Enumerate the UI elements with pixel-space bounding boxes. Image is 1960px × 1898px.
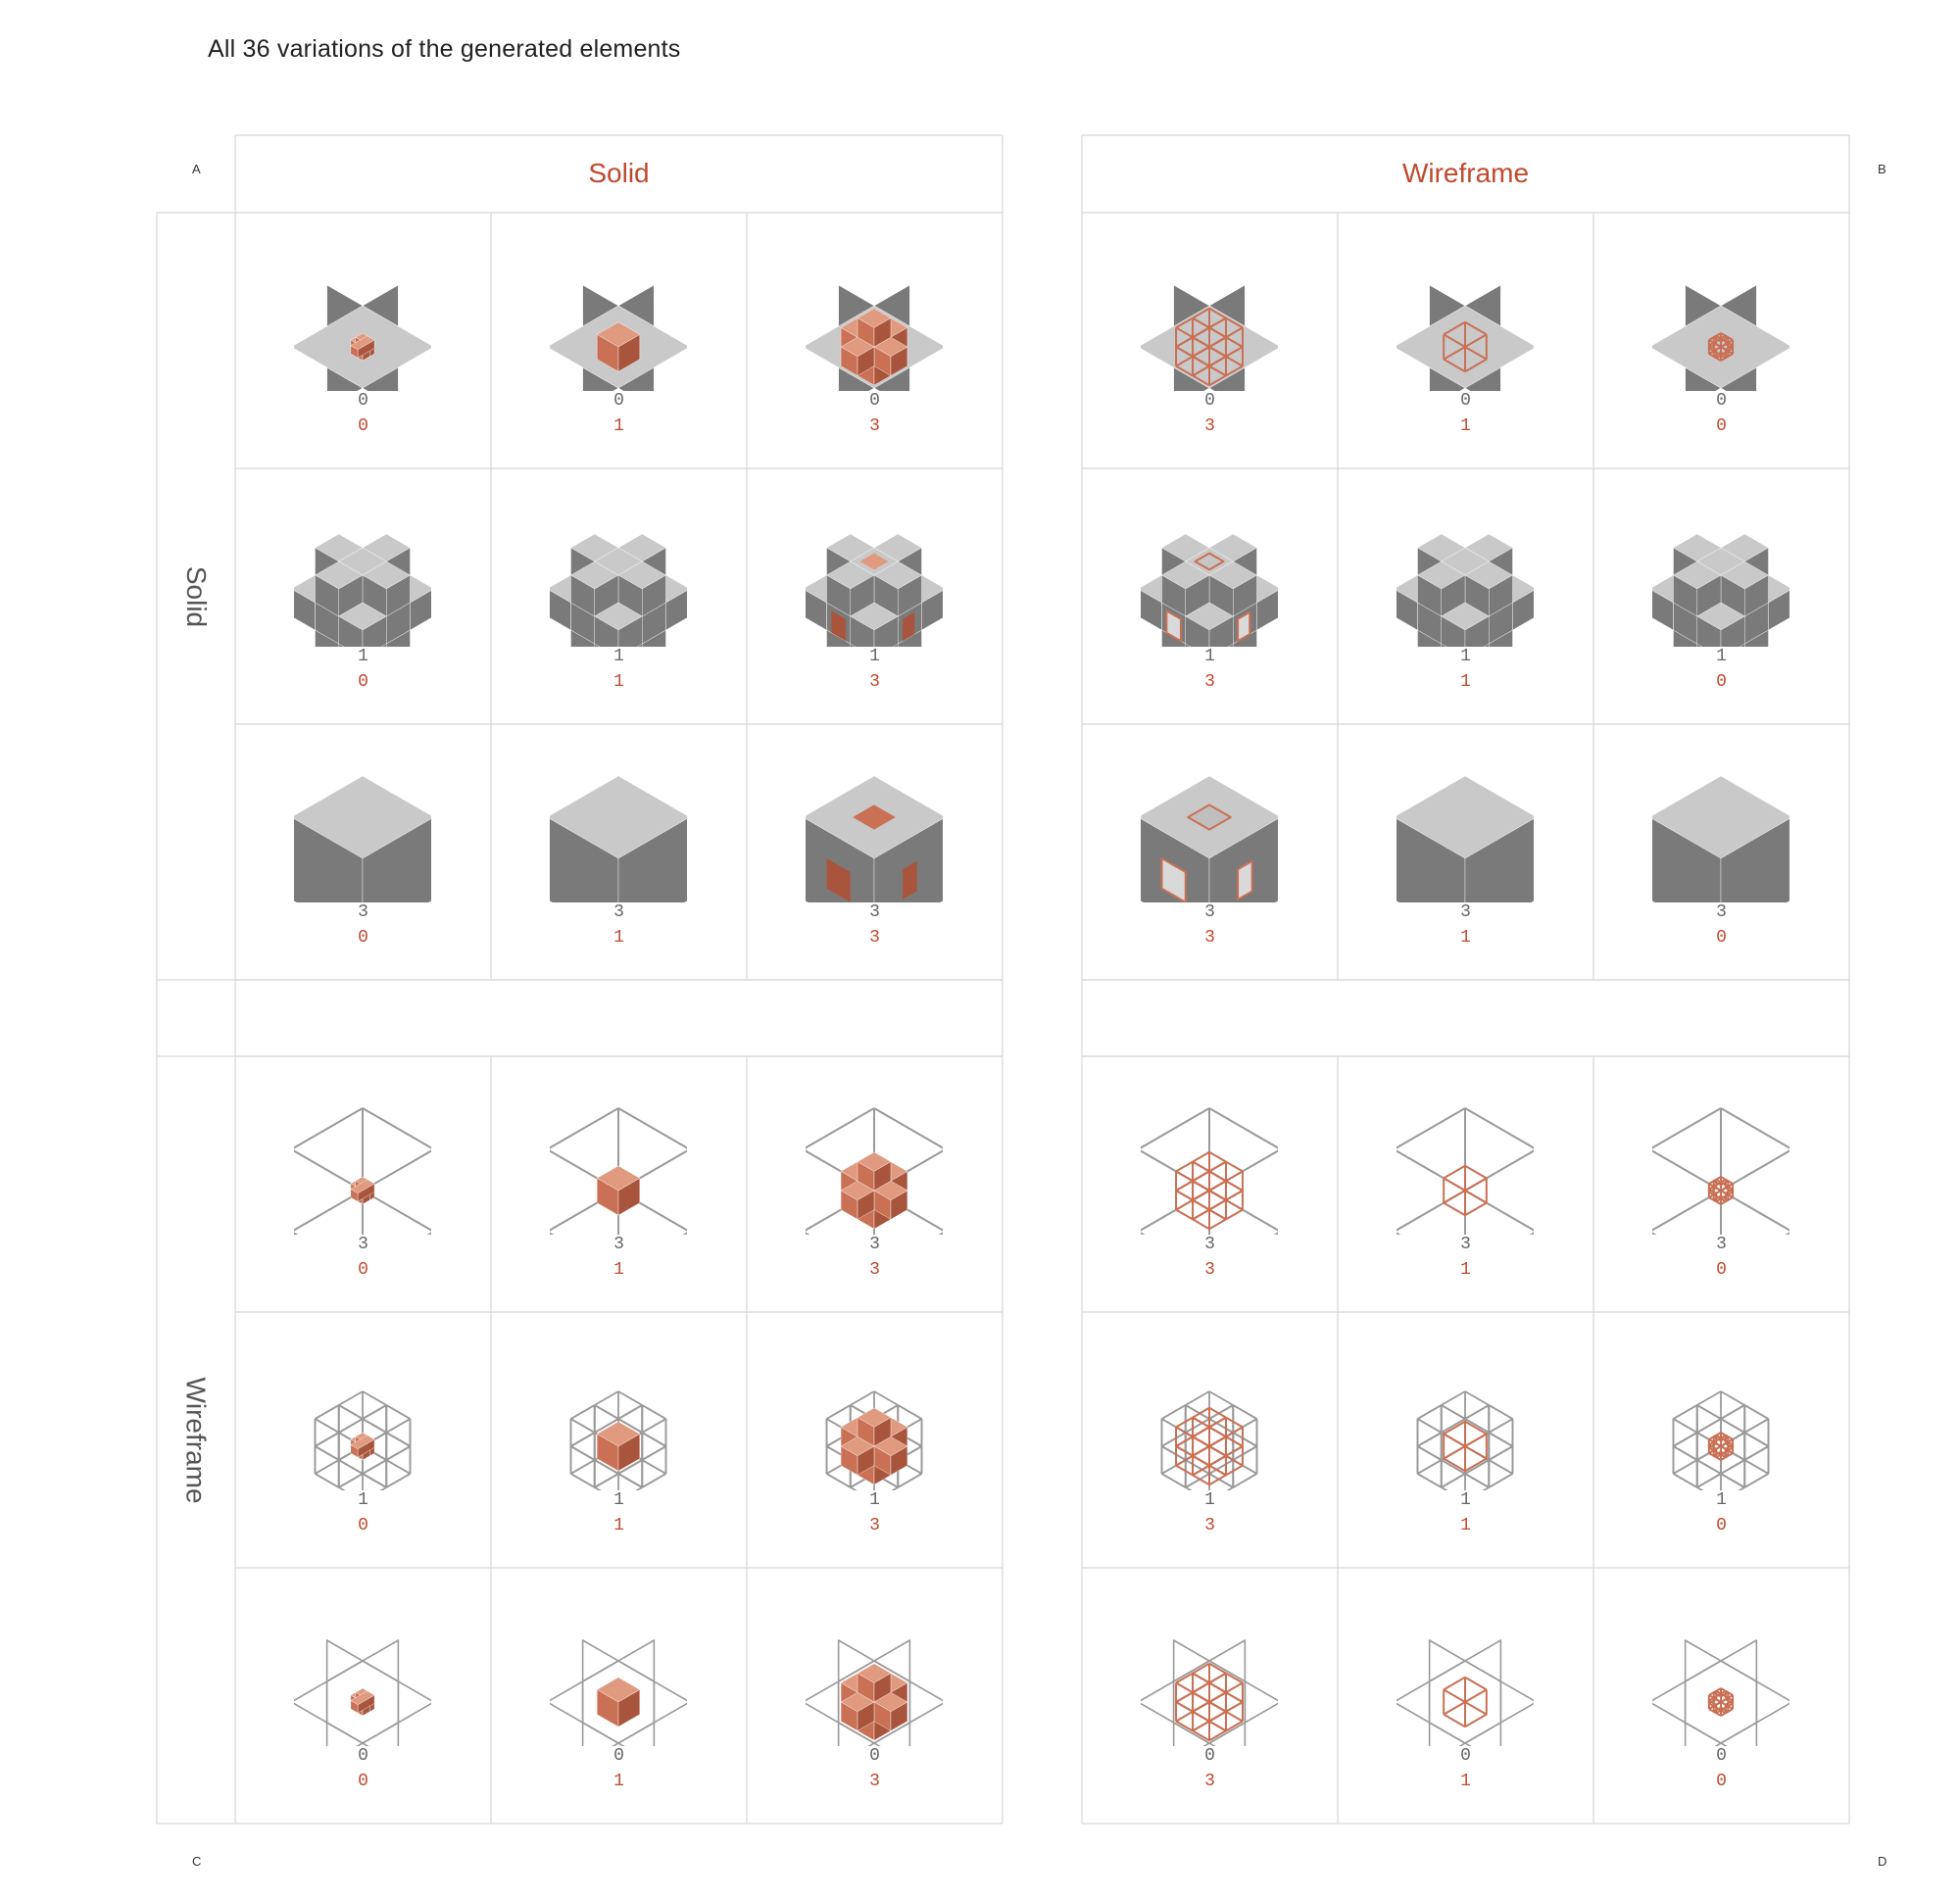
- column-header-solid: Solid: [588, 158, 650, 188]
- element-illustration: [1652, 254, 1789, 391]
- variation-cell: [1593, 1312, 1849, 1568]
- variation-value-bottom: 1: [613, 1772, 624, 1791]
- variation-value-top: 1: [358, 647, 368, 666]
- row-header-solid-text: Solid: [180, 565, 212, 627]
- variation-value-top: 1: [1460, 647, 1471, 666]
- variation-value-top: 3: [1204, 1235, 1215, 1254]
- variation-cell: [747, 1568, 1003, 1824]
- variation-cell: [1338, 213, 1593, 468]
- variation-cell: [1338, 724, 1593, 980]
- variation-value-top: 0: [869, 1746, 880, 1766]
- variation-value-top: 1: [869, 647, 880, 666]
- variation-cell: [235, 1056, 491, 1312]
- element-illustration: [550, 254, 687, 391]
- element-illustration: [806, 1609, 943, 1746]
- corner-label-c: C: [192, 1854, 202, 1869]
- variation-cell: [747, 724, 1003, 980]
- variation-cell: [235, 1312, 491, 1568]
- variation-cell: [1593, 1056, 1849, 1312]
- variation-value-bottom: 1: [1460, 1260, 1471, 1280]
- variation-value-top: 0: [1460, 1746, 1471, 1766]
- variation-value-bottom: 0: [1716, 1260, 1727, 1280]
- element-illustration: [806, 510, 943, 647]
- variation-cell: [1082, 724, 1338, 980]
- variation-cell: [1593, 213, 1849, 468]
- variation-cell: [1338, 1568, 1593, 1824]
- variation-cell: [1593, 724, 1849, 980]
- variation-value-bottom: 1: [1460, 416, 1471, 436]
- variation-cell: [747, 213, 1003, 468]
- element-illustration: [1652, 765, 1789, 902]
- variation-cell: [235, 213, 491, 468]
- variation-value-top: 0: [1460, 391, 1471, 411]
- variation-value-bottom: 0: [358, 1516, 368, 1535]
- element-illustration: [1396, 510, 1534, 647]
- variation-value-top: 1: [1204, 1490, 1215, 1510]
- variation-value-bottom: 0: [358, 1260, 368, 1280]
- variation-value-bottom: 0: [1716, 1772, 1727, 1791]
- variation-value-bottom: 1: [613, 1260, 624, 1280]
- variation-value-bottom: 1: [613, 1516, 624, 1535]
- variation-cell: [1082, 468, 1338, 724]
- variation-cell: [491, 724, 747, 980]
- variation-value-top: 1: [613, 1490, 624, 1510]
- variation-cell: [747, 468, 1003, 724]
- element-illustration: [1396, 1353, 1534, 1490]
- element-illustration: [294, 1353, 431, 1490]
- element-illustration: [1652, 1097, 1789, 1235]
- variation-value-top: 3: [869, 1235, 880, 1254]
- page-title: All 36 variations of the generated elements: [208, 35, 681, 63]
- element-illustration: [806, 254, 943, 391]
- corner-label-a: A: [192, 162, 201, 176]
- variation-value-top: 1: [613, 647, 624, 666]
- variation-value-top: 1: [1460, 1490, 1471, 1510]
- element-illustration: [1652, 510, 1789, 647]
- element-illustration: [550, 1353, 687, 1490]
- variation-value-bottom: 1: [613, 928, 624, 948]
- variation-value-bottom: 3: [1204, 1772, 1215, 1791]
- element-illustration: [1141, 254, 1278, 391]
- variation-value-top: 0: [358, 391, 368, 411]
- variation-value-bottom: 0: [358, 928, 368, 948]
- variation-cell: [1593, 468, 1849, 724]
- element-illustration: [550, 1097, 687, 1235]
- variation-value-top: 1: [1716, 1490, 1727, 1510]
- variation-value-bottom: 1: [613, 416, 624, 436]
- variation-value-bottom: 0: [1716, 416, 1727, 436]
- variation-value-top: 0: [613, 391, 624, 411]
- variation-value-top: 0: [613, 1746, 624, 1766]
- element-illustration: [1396, 765, 1534, 902]
- variation-cell: [747, 1312, 1003, 1568]
- variation-value-bottom: 3: [1204, 416, 1215, 436]
- variation-cell: [1082, 1056, 1338, 1312]
- variation-value-bottom: 3: [869, 1260, 880, 1280]
- element-illustration: [294, 1097, 431, 1235]
- element-illustration: [1141, 1609, 1278, 1746]
- variation-value-top: 0: [1204, 1746, 1215, 1766]
- element-illustration: [1652, 1609, 1789, 1746]
- variation-cell: [747, 1056, 1003, 1312]
- variation-value-top: 0: [1716, 391, 1727, 411]
- variation-value-top: 3: [1204, 902, 1215, 922]
- variation-value-top: 1: [1716, 647, 1727, 666]
- variation-value-bottom: 1: [1460, 672, 1471, 692]
- element-illustration: [294, 254, 431, 391]
- variation-cell: [1593, 1568, 1849, 1824]
- row-header-wireframe-text: Wireframe: [181, 1376, 212, 1504]
- variation-cell: [1082, 1568, 1338, 1824]
- variation-cell: [491, 1568, 747, 1824]
- element-illustration: [1141, 765, 1278, 902]
- variation-value-bottom: 1: [1460, 1772, 1471, 1791]
- variation-value-top: 3: [613, 1235, 624, 1254]
- variation-value-bottom: 3: [869, 416, 880, 436]
- variation-value-bottom: 1: [1460, 928, 1471, 948]
- variation-value-top: 1: [358, 1490, 368, 1510]
- variation-value-top: 3: [358, 1235, 368, 1254]
- variation-value-bottom: 0: [1716, 1516, 1727, 1535]
- variation-value-bottom: 1: [1460, 1516, 1471, 1535]
- element-illustration: [550, 510, 687, 647]
- variation-value-bottom: 3: [869, 672, 880, 692]
- variation-value-top: 3: [1460, 1235, 1471, 1254]
- variation-value-top: 3: [869, 902, 880, 922]
- variation-value-top: 0: [1204, 391, 1215, 411]
- variation-cell: [1338, 1056, 1593, 1312]
- variation-value-top: 3: [613, 902, 624, 922]
- element-illustration: [806, 1353, 943, 1490]
- variation-cell: [491, 1312, 747, 1568]
- variation-value-top: 0: [869, 391, 880, 411]
- variation-cell: [1338, 468, 1593, 724]
- variation-value-bottom: 3: [1204, 672, 1215, 692]
- element-illustration: [1141, 510, 1278, 647]
- element-illustration: [806, 1097, 943, 1235]
- element-illustration: [294, 765, 431, 902]
- variation-value-bottom: 0: [1716, 672, 1727, 692]
- corner-label-d: D: [1878, 1854, 1887, 1869]
- variation-cell: [235, 724, 491, 980]
- variation-value-top: 0: [1716, 1746, 1727, 1766]
- element-illustration: [550, 1609, 687, 1746]
- variation-value-bottom: 3: [1204, 1516, 1215, 1535]
- variation-value-bottom: 0: [1716, 928, 1727, 948]
- variation-cell: [235, 1568, 491, 1824]
- element-illustration: [294, 1609, 431, 1746]
- variation-value-bottom: 0: [358, 672, 368, 692]
- variation-cell: [491, 1056, 747, 1312]
- variation-value-bottom: 3: [869, 1516, 880, 1535]
- variation-cell: [235, 468, 491, 724]
- variation-value-bottom: 3: [869, 928, 880, 948]
- element-illustration: [1141, 1353, 1278, 1490]
- element-illustration: [1396, 1097, 1534, 1235]
- variation-cell: [1082, 1312, 1338, 1568]
- corner-label-b: B: [1878, 162, 1886, 176]
- variation-value-bottom: 3: [1204, 928, 1215, 948]
- variation-cell: [491, 468, 747, 724]
- variation-value-top: 3: [358, 902, 368, 922]
- variation-value-bottom: 3: [869, 1772, 880, 1791]
- column-header-wireframe: Wireframe: [1401, 158, 1530, 188]
- variation-value-top: 3: [1716, 902, 1727, 922]
- variation-value-top: 1: [869, 1490, 880, 1510]
- variation-value-top: 3: [1716, 1235, 1727, 1254]
- variation-value-top: 1: [1204, 647, 1215, 666]
- variation-value-top: 3: [1460, 902, 1471, 922]
- element-illustration: [1396, 1609, 1534, 1746]
- variation-value-bottom: 1: [613, 672, 624, 692]
- variation-value-top: 0: [358, 1746, 368, 1766]
- variation-cell: [1338, 1312, 1593, 1568]
- variation-value-bottom: 0: [358, 416, 368, 436]
- variation-value-bottom: 3: [1204, 1260, 1215, 1280]
- element-illustration: [1652, 1353, 1789, 1490]
- variation-cell: [1082, 213, 1338, 468]
- variation-value-bottom: 0: [358, 1772, 368, 1791]
- element-illustration: [294, 510, 431, 647]
- element-illustration: [550, 765, 687, 902]
- element-illustration: [1396, 254, 1534, 391]
- variation-cell: [491, 213, 747, 468]
- element-illustration: [806, 765, 943, 902]
- element-illustration: [1141, 1097, 1278, 1235]
